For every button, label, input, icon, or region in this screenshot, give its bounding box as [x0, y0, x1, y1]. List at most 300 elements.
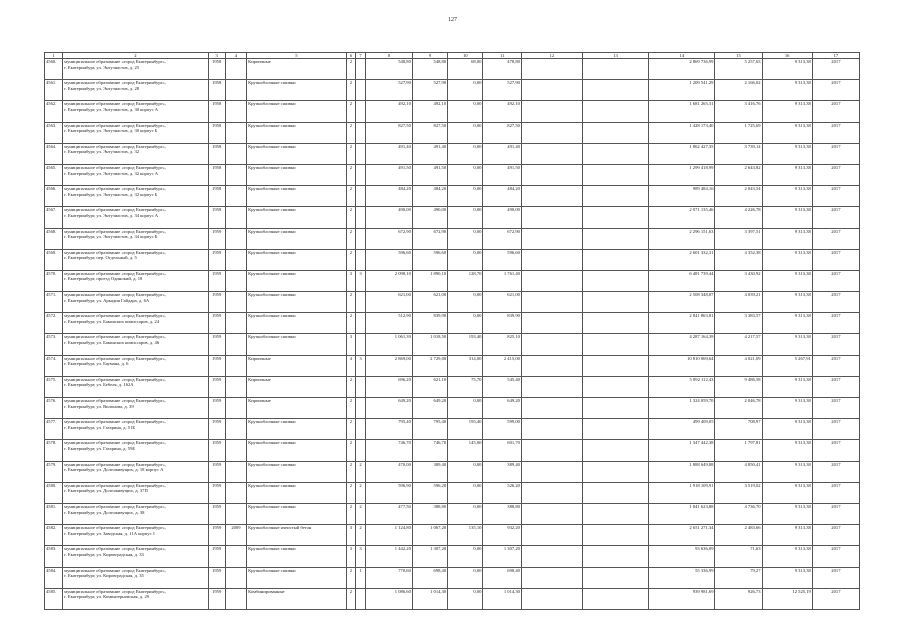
wall-material: Кирпичные: [247, 355, 346, 376]
repair-cost: 2 508 348,07: [649, 292, 715, 313]
table-row: [45, 270, 860, 291]
table-row: [45, 249, 860, 270]
address-cell: [63, 334, 208, 355]
total-area: 696,20: [365, 376, 412, 397]
row-number: 4583.: [45, 546, 63, 567]
premises-area: 484,20: [412, 186, 447, 207]
col-13: [582, 461, 648, 482]
premises-area: 389,40: [412, 461, 447, 482]
table-row: [45, 80, 860, 101]
unit-cost: 2 046,78: [715, 398, 762, 419]
total-area: 512,90: [365, 313, 412, 334]
floors-count: 2: [346, 313, 356, 334]
col-13: [582, 419, 648, 440]
repair-cost: 2 601 332,31: [649, 249, 715, 270]
planned-year: 2017: [812, 398, 859, 419]
unit-cost: 4 736,70: [715, 503, 762, 524]
address-line-1: муниципальное образование «город Екатеринбург»,: [64, 440, 166, 446]
table-row: [45, 398, 860, 419]
address-line-1: муниципальное образование «город Екатеринбург»,: [64, 228, 166, 234]
entrances-count: 3: [356, 270, 366, 291]
floors-count: 2: [346, 101, 356, 122]
planned-year: 2017: [812, 143, 859, 164]
column-header-16: 16: [762, 53, 812, 59]
residential-area: 1 014,30: [483, 588, 522, 609]
address-line-1: муниципальное образование «город Екатеринбург»,: [64, 122, 166, 128]
premises-area: 490,00: [412, 207, 447, 228]
wall-material: Крупноблочные сшивки: [247, 270, 346, 291]
premises-area: 1 014,30: [412, 588, 447, 609]
non-residential-area: 0,00: [448, 546, 483, 567]
table-row: [45, 164, 860, 185]
col-12: [521, 355, 582, 376]
page-number: 127: [448, 17, 457, 23]
unit-cost: 2 483,66: [715, 525, 762, 546]
wall-material: Кирпичные: [247, 398, 346, 419]
address-line-2: г. Екатеринбург, ул. Аркадия Гайдара, д. 6А: [64, 297, 150, 303]
floors-count: 3: [346, 270, 356, 291]
address-line-2: г. Екатеринбург, ул. Энтузиастов, д. 34 корпус А: [64, 212, 159, 218]
max-unit-cost: 9 313,38: [762, 249, 812, 270]
col-12: [521, 313, 582, 334]
address-line-2: г. Екатеринбург, ул. Гагарина, д. 59Б: [64, 445, 136, 451]
residential-area: 672,90: [483, 228, 522, 249]
address-cell: [63, 440, 208, 461]
repair-cost: 10 810 069,64: [649, 355, 715, 376]
entrances-count: [356, 588, 366, 609]
max-unit-cost: 5 267,91: [762, 355, 812, 376]
year-built: 1958: [208, 186, 225, 207]
wall-material: Крупноблочные сшивки: [247, 440, 346, 461]
entrances-count: [356, 80, 366, 101]
max-unit-cost: 9 313,38: [762, 525, 812, 546]
unit-cost: 4 217,57: [715, 334, 762, 355]
premises-area: 1 307,20: [412, 546, 447, 567]
address-line-2: г. Екатеринбург, ул. Баумана, д. 6: [64, 361, 129, 367]
address-line-1: муниципальное образование «город Екатеринбург»,: [64, 59, 166, 64]
repair-cost: 1 918 109,91: [649, 482, 715, 503]
address-line-1: муниципальное образование «город Екатеринбург»,: [64, 80, 166, 86]
address-cell: [63, 270, 208, 291]
floors-count: 3: [346, 546, 356, 567]
entrances-count: 2: [356, 482, 366, 503]
planned-year: 2017: [812, 503, 859, 524]
col-13: [582, 546, 648, 567]
year-built: 1959: [208, 419, 225, 440]
residential-area: 2 415,00: [483, 355, 522, 376]
total-area: 2 098,10: [365, 270, 412, 291]
planned-year: 2017: [812, 376, 859, 397]
non-residential-area: 0,00: [448, 461, 483, 482]
non-residential-area: 0,00: [448, 249, 483, 270]
address-line-1: муниципальное образование «город Екатеринбург»,: [64, 588, 166, 594]
address-line-2: г. Екатеринбург, ул. Энтузиастов, д. 34 корпус Б: [64, 234, 158, 240]
col-13: [582, 164, 648, 185]
year-reconstruction: [225, 398, 246, 419]
address-line-1: муниципальное образование «город Екатеринбург»,: [64, 419, 166, 425]
max-unit-cost: 9 313,38: [762, 122, 812, 143]
year-built: 1958: [208, 164, 225, 185]
wall-material: Крупноблочные сшивки: [247, 101, 346, 122]
repair-cost: 2 841 863,81: [649, 313, 715, 334]
floors-count: 2: [346, 228, 356, 249]
row-number: 4562.: [45, 101, 63, 122]
row-number: 4568.: [45, 228, 63, 249]
repair-cost: 1 888 649,88: [649, 461, 715, 482]
max-unit-cost: 9 313,38: [762, 101, 812, 122]
row-number: 4577.: [45, 419, 63, 440]
col-13: [582, 143, 648, 164]
row-number: 4561.: [45, 80, 63, 101]
col-12: [521, 440, 582, 461]
premises-area: 649,20: [412, 398, 447, 419]
year-reconstruction: [225, 101, 246, 122]
premises-area: 827,50: [412, 122, 447, 143]
entrances-count: 2: [356, 461, 366, 482]
col-13: [582, 376, 648, 397]
residential-area: 1 307,20: [483, 546, 522, 567]
non-residential-area: 0,00: [448, 186, 483, 207]
address-line-2: г. Екатеринбург, проезд Одинокий, д. 18: [64, 276, 143, 282]
repair-cost: 1 841 623,88: [649, 503, 715, 524]
year-built: 1959: [208, 313, 225, 334]
address-line-2: г. Екатеринбург, ул. Энтузиастов, д. 32 корпус Б: [64, 191, 158, 197]
premises-area: 491,50: [412, 164, 447, 185]
planned-year: 2017: [812, 588, 859, 609]
address-cell: [63, 59, 208, 80]
row-number: 4571.: [45, 292, 63, 313]
planned-year: 2017: [812, 228, 859, 249]
total-area: 649,20: [365, 398, 412, 419]
col-13: [582, 503, 648, 524]
unit-cost: 926,73: [715, 588, 762, 609]
col-13: [582, 270, 648, 291]
wall-material: Крупноблочные сшивки: [247, 419, 346, 440]
entrances-count: [356, 249, 366, 270]
repair-cost: 1 428 173,40: [649, 122, 715, 143]
table-row: [45, 525, 860, 546]
residential-area: 389,40: [483, 461, 522, 482]
unit-cost: 3 519,02: [715, 482, 762, 503]
non-residential-area: 0,00: [448, 143, 483, 164]
year-reconstruction: [225, 567, 246, 588]
entrances-count: 3: [356, 355, 366, 376]
year-reconstruction: [225, 207, 246, 228]
residential-area: 825,10: [483, 334, 522, 355]
floors-count: 2: [346, 186, 356, 207]
col-13: [582, 80, 648, 101]
wall-material: Крупноблочные ячеистый бетон: [247, 525, 346, 546]
unit-cost: 79,27: [715, 567, 762, 588]
table-row: [45, 207, 860, 228]
year-reconstruction: [225, 503, 246, 524]
column-header-6: 6: [346, 53, 356, 59]
repair-cost: 2 071 135,46: [649, 207, 715, 228]
year-reconstruction: [225, 355, 246, 376]
address-line-2: г. Екатеринбург, ул. Долгоживущих, д. 38: [64, 509, 145, 515]
address-cell: [63, 101, 208, 122]
address-cell: [63, 503, 208, 524]
premises-area: 621,10: [412, 376, 447, 397]
address-line-1: муниципальное образование «город Екатеринбург»,: [64, 270, 166, 276]
floors-count: 2: [346, 143, 356, 164]
year-built: 1959: [208, 461, 225, 482]
planned-year: 2017: [812, 546, 859, 567]
year-built: 1959: [208, 546, 225, 567]
column-header-13: 13: [582, 53, 648, 59]
year-reconstruction: [225, 80, 246, 101]
wall-material: Крупноблочные сшивки: [247, 461, 346, 482]
table-row: [45, 567, 860, 588]
row-number: 4585.: [45, 588, 63, 609]
max-unit-cost: 9 313,38: [762, 80, 812, 101]
col-13: [582, 59, 648, 80]
col-13: [582, 101, 648, 122]
address-line-2: г. Екатеринбург, ул. Вилонова, д. 39: [64, 403, 134, 409]
table-row: [45, 461, 860, 482]
wall-material: Крупноблочные сшивки: [247, 80, 346, 101]
address-line-2: г. Екатеринбург, ул. Заводская, д. 11А корпус 1: [64, 530, 156, 536]
year-built: 1959: [208, 525, 225, 546]
address-line-1: муниципальное образование «город Екатеринбург»,: [64, 186, 166, 192]
year-reconstruction: [225, 292, 246, 313]
col-13: [582, 292, 648, 313]
planned-year: 2017: [812, 355, 859, 376]
col-12: [521, 525, 582, 546]
table-row: [45, 101, 860, 122]
wall-material: Крупноблочные сшивки: [247, 334, 346, 355]
year-reconstruction: [225, 249, 246, 270]
address-line-2: г. Екатеринбург, ул. Долгоживущих, д. 18 корпус А: [64, 467, 164, 473]
floors-count: 2: [346, 588, 356, 609]
year-built: 1959: [208, 588, 225, 609]
housing-register-table: [44, 52, 860, 610]
planned-year: 2017: [812, 292, 859, 313]
column-header-14: 14: [649, 53, 715, 59]
col-12: [521, 228, 582, 249]
address-line-1: муниципальное образование «город Екатеринбург»,: [64, 567, 166, 573]
year-reconstruction: [225, 313, 246, 334]
premises-area: 527,90: [412, 80, 447, 101]
residential-area: 599,00: [483, 419, 522, 440]
non-residential-area: 0,00: [448, 80, 483, 101]
floors-count: 3: [346, 525, 356, 546]
total-area: 596,90: [365, 482, 412, 503]
non-residential-area: 0,00: [448, 588, 483, 609]
unit-cost: 4 352,38: [715, 249, 762, 270]
non-residential-area: 0,00: [448, 503, 483, 524]
col-12: [521, 567, 582, 588]
col-12: [521, 588, 582, 609]
wall-material: Крупноблочные сшивки: [247, 567, 346, 588]
row-number: 4582.: [45, 525, 63, 546]
premises-area: 839,90: [412, 313, 447, 334]
address-line-2: г. Екатеринбург, ул. Бакинских комиссаров, д. 24: [64, 318, 160, 324]
repair-cost: 55 336,99: [649, 567, 715, 588]
planned-year: 2017: [812, 313, 859, 334]
residential-area: 491,50: [483, 164, 522, 185]
non-residential-area: 195,40: [448, 419, 483, 440]
year-reconstruction: [225, 461, 246, 482]
premises-area: 672,90: [412, 228, 447, 249]
total-area: 470,00: [365, 461, 412, 482]
year-built: 1958: [208, 80, 225, 101]
year-reconstruction: [225, 419, 246, 440]
residential-area: 545,40: [483, 376, 522, 397]
unit-cost: 3 383,57: [715, 313, 762, 334]
year-built: 1958: [208, 59, 225, 80]
max-unit-cost: 9 313,38: [762, 376, 812, 397]
floors-count: 2: [346, 292, 356, 313]
address-line-1: муниципальное образование «город Екатеринбург»,: [64, 398, 166, 403]
repair-cost: 1 209 541,29: [649, 80, 715, 101]
repair-cost: 939 981,69: [649, 588, 715, 609]
address-line-1: муниципальное образование «город Екатеринбург»,: [64, 376, 166, 382]
non-residential-area: 135,10: [448, 525, 483, 546]
premises-area: 698,40: [412, 567, 447, 588]
col-12: [521, 80, 582, 101]
col-13: [582, 398, 648, 419]
planned-year: 2017: [812, 249, 859, 270]
col-12: [521, 419, 582, 440]
table-row: [45, 228, 860, 249]
entrances-count: [356, 419, 366, 440]
repair-cost: 4 287 164,39: [649, 334, 715, 355]
non-residential-area: 128,70: [448, 270, 483, 291]
planned-year: 2017: [812, 270, 859, 291]
address-cell: [63, 80, 208, 101]
floors-count: 2: [346, 461, 356, 482]
year-built: 1959: [208, 270, 225, 291]
floors-count: 2: [346, 207, 356, 228]
col-13: [582, 122, 648, 143]
column-header-5: 5: [247, 53, 346, 59]
address-line-1: муниципальное образование «город Екатеринбург»,: [64, 164, 166, 170]
entrances-count: [356, 292, 366, 313]
row-number: 4575.: [45, 376, 63, 397]
address-line-1: муниципальное образование «город Екатеринбург»,: [64, 482, 166, 488]
col-12: [521, 461, 582, 482]
row-number: 4580.: [45, 482, 63, 503]
max-unit-cost: 12 525,19: [762, 588, 812, 609]
residential-area: 1 761,40: [483, 270, 522, 291]
address-line-1: муниципальное образование «город Екатеринбург»,: [64, 101, 166, 107]
max-unit-cost: 9 313,38: [762, 270, 812, 291]
year-built: 1959: [208, 503, 225, 524]
col-13: [582, 567, 648, 588]
address-cell: [63, 292, 208, 313]
repair-cost: 1 681 265,31: [649, 101, 715, 122]
col-13: [582, 482, 648, 503]
col-12: [521, 143, 582, 164]
address-cell: [63, 567, 208, 588]
planned-year: 2017: [812, 186, 859, 207]
row-number: 4570.: [45, 270, 63, 291]
repair-cost: 989 484,16: [649, 186, 715, 207]
repair-cost: 93 636,09: [649, 546, 715, 567]
col-12: [521, 503, 582, 524]
entrances-count: [356, 376, 366, 397]
year-reconstruction: [225, 270, 246, 291]
total-area: 1 442,20: [365, 546, 412, 567]
residential-area: 621,00: [483, 292, 522, 313]
table-row: [45, 440, 860, 461]
col-12: [521, 207, 582, 228]
non-residential-area: 0,00: [448, 292, 483, 313]
floors-count: 2: [346, 122, 356, 143]
non-residential-area: 0,00: [448, 228, 483, 249]
non-residential-area: 75,70: [448, 376, 483, 397]
row-number: 4578.: [45, 440, 63, 461]
address-line-1: муниципальное образование «город Екатеринбург»,: [64, 207, 166, 213]
address-cell: [63, 207, 208, 228]
table-row: [45, 122, 860, 143]
address-cell: [63, 186, 208, 207]
column-header-1: 1: [45, 53, 63, 59]
wall-material: Крупноблочные сшивки: [247, 186, 346, 207]
year-built: 1958: [208, 122, 225, 143]
unit-cost: 5 257,63: [715, 59, 762, 80]
col-13: [582, 249, 648, 270]
address-line-2: г. Екатеринбург, ул. Энтузиастов, д. 32: [64, 149, 140, 155]
row-number: 4560.: [45, 59, 63, 80]
col-12: [521, 482, 582, 503]
row-number: 4564.: [45, 143, 63, 164]
residential-area: 839,90: [483, 313, 522, 334]
planned-year: 2017: [812, 419, 859, 440]
address-line-2: г. Екатеринбург, ул. Кировградская, д. 33: [64, 551, 144, 557]
col-12: [521, 292, 582, 313]
row-number: 4567.: [45, 207, 63, 228]
total-area: 491,40: [365, 143, 412, 164]
column-header-17: 17: [812, 53, 859, 59]
column-header-4: 4: [225, 53, 246, 59]
total-area: 2 869,00: [365, 355, 412, 376]
planned-year: 2017: [812, 101, 859, 122]
table-row: [45, 143, 860, 164]
year-reconstruction: 2009: [225, 525, 246, 546]
total-area: 672,90: [365, 228, 412, 249]
residential-area: 527,90: [483, 80, 522, 101]
year-built: 1959: [208, 334, 225, 355]
total-area: 746,70: [365, 440, 412, 461]
non-residential-area: 0,00: [448, 101, 483, 122]
entrances-count: [356, 101, 366, 122]
residential-area: 490,00: [483, 207, 522, 228]
non-residential-area: 193,40: [448, 334, 483, 355]
floors-count: 2: [346, 398, 356, 419]
row-number: 4579.: [45, 461, 63, 482]
entrances-count: [356, 164, 366, 185]
address-cell: [63, 525, 208, 546]
column-header-12: 12: [521, 53, 582, 59]
col-12: [521, 186, 582, 207]
unit-cost: 708,97: [715, 419, 762, 440]
total-area: 527,90: [365, 80, 412, 101]
address-cell: [63, 461, 208, 482]
max-unit-cost: 9 313,38: [762, 461, 812, 482]
planned-year: 2017: [812, 525, 859, 546]
col-12: [521, 59, 582, 80]
col-12: [521, 376, 582, 397]
wall-material: Кирпичные: [247, 376, 346, 397]
premises-area: 2 729,00: [412, 355, 447, 376]
year-built: 1959: [208, 249, 225, 270]
entrances-count: [356, 334, 366, 355]
residential-area: 932,20: [483, 525, 522, 546]
row-number: 4581.: [45, 503, 63, 524]
floors-count: 2: [346, 80, 356, 101]
